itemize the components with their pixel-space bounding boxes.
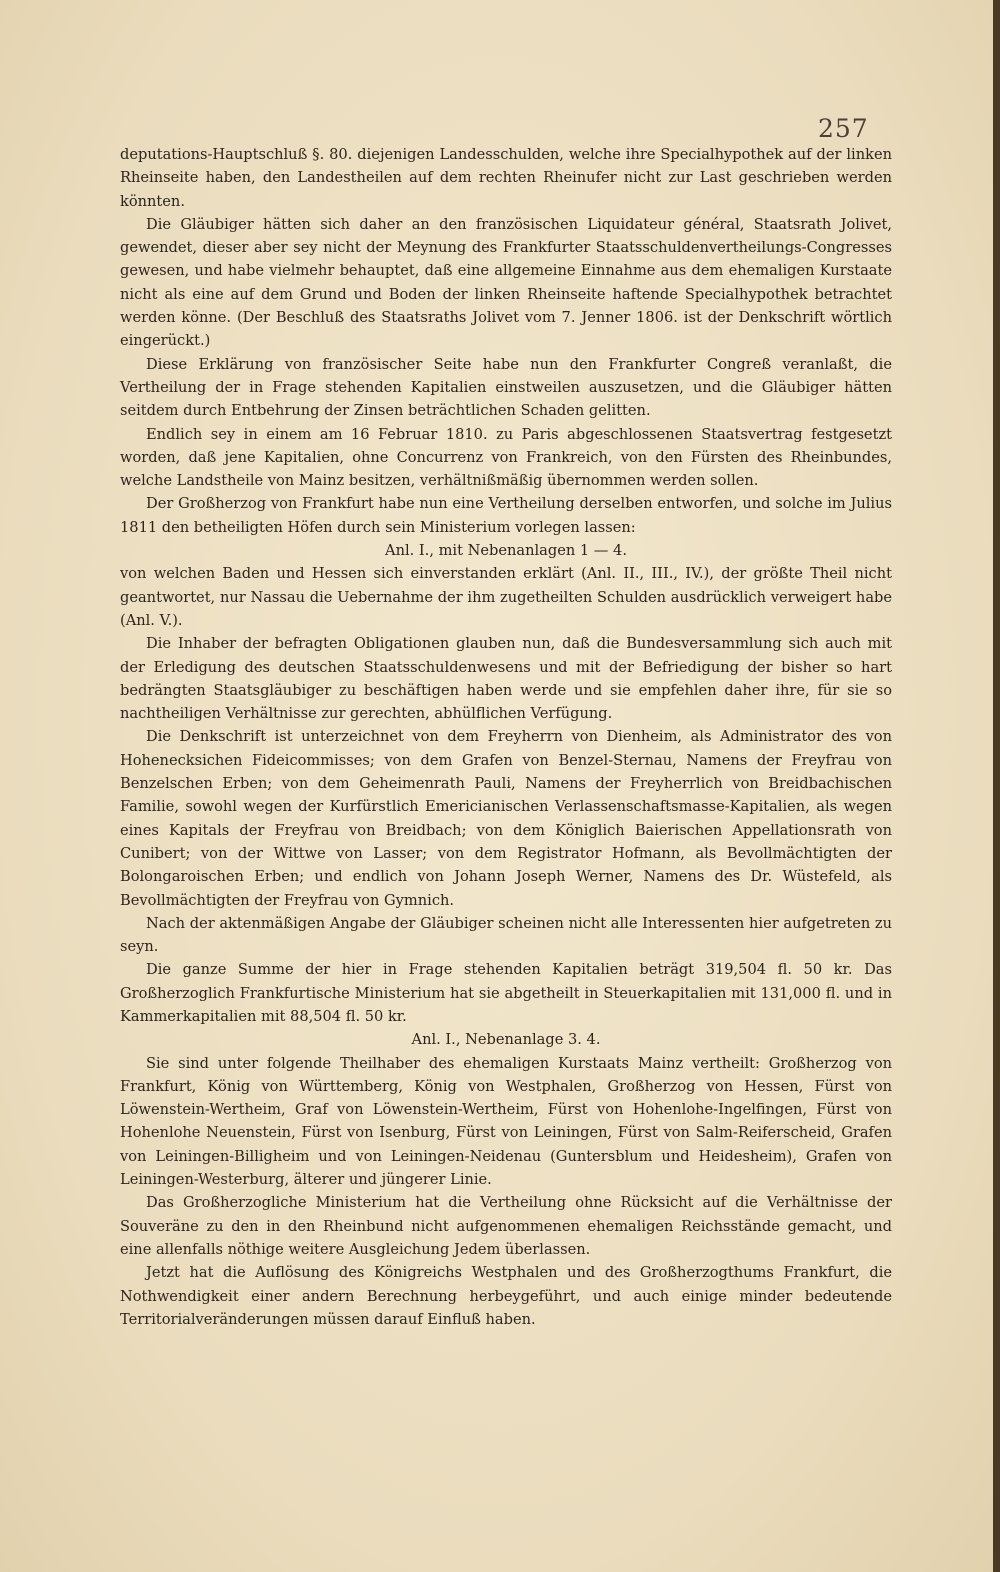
paragraph: Jetzt hat die Auflösung des Königreichs Westphalen und des Großherzogthums Frankfurt, die Nothwendigkeit einer andern Berechnung herbeygeführt, und auch einige minder bedeutende Territorialveränderungen müssen darauf Einfluß haben. <box>120 1264 892 1328</box>
paragraph: Diese Erklärung von französischer Seite habe nun den Frankfurter Congreß veranlaßt, die Vertheilung der in Frage stehenden Kapitalien einstweilen auszusetzen, und die Gläubiger hätten seitdem durch Entbehrung der Zinsen beträchtlichen Schaden gelitten. <box>120 355 892 420</box>
paragraph: Nach der aktenmäßigen Angabe der Gläubiger scheinen nicht alle Interessenten hier aufgetreten zu seyn. <box>120 914 892 956</box>
body-text <box>120 143 892 1331</box>
paragraph: Endlich sey in einem am 16 Februar 1810. zu Paris abgeschlossenen Staatsvertrag festgesetzt worden, daß jene Kapitalien, ohne Concurrenz von Frankreich, von den Fürsten des Rheinbundes, welche Landstheile von Mainz besitzen, verhältnißmäßig übernommen werden sollen. <box>120 425 892 490</box>
paragraph: Die ganze Summe der hier in Frage stehenden Kapitalien beträgt 319,504 fl. 50 kr. Das Großherzoglich Frankfurtische Ministerium hat sie abgetheilt in Steuerkapitalien mit 131,000 fl. und in Kammerkapitalien mit 88,504 fl. 50 kr. <box>120 961 892 1025</box>
paragraph: Die Denkschrift ist unterzeichnet von dem Freyherrn von Dienheim, als Administrator des von Hohenecksichen Fideicommisses; von dem Grafen von Benzel-Sternau, Namens der Freyfrau von Benzelschen Erben; von dem Geheimenrath Pauli, Namens der Freyherrlich von Breidbachischen Familie, sowohl wegen der Kurfürstlich Emericianischen Verlassenschaftsmasse-Kapitalien, als wegen eines Kapitals der Freyfrau von Breidbach; von dem Königlich Baierischen Appellationsrath von Cunibert; von der Wittwe von Lasser; von dem Registrator Hofmann, als Bevollmächtigten der Bolongaroischen Erben; und endlich von Johann Joseph Werner, Namens des Dr. Wüstefeld, als Bevollmächtigten der Freyfrau von Gymnich. <box>120 728 892 909</box>
paragraph: Der Großherzog von Frankfurt habe nun eine Vertheilung derselben entworfen, und solche im Julius 1811 den betheiligten Höfen durch sein Ministerium vorlegen lassen: <box>120 495 892 536</box>
paragraph: Die Gläubiger hätten sich daher an den französischen Liquidateur général, Staatsrath Jolivet, gewendet, dieser aber sey nicht der Meynung des Frankfurter Staatsschuldenvertheilungs-Congresses gewesen, und habe vielmehr behauptet, daß eine allgemeine Einnahme aus dem ehemaligen Kurstaate nicht als eine auf dem Grund und Boden der linken Rheinseite haftende Specialhypothek betrachtet werden könne. (Der Beschluß des Staatsraths Jolivet vom 7. Jenner 1806. ist der Denkschrift wörtlich eingerückt.) <box>120 215 892 350</box>
paragraph: von welchen Baden und Hessen sich einverstanden erklärt (Anl. II., III., IV.), der größte Theil nicht geantwortet, nur Nassau die Uebernahme der ihm zugetheilten Schulden ausdrücklich verweigert habe (Anl. V.). <box>120 565 892 629</box>
paragraph-continuation: deputations-Hauptschluß §. 80. diejenigen Landesschulden, welche ihre Specialhypothek auf der linken Rheinseite haben, den Landestheilen auf dem rechten Rheinufer nicht zur Last geschrieben werden könnten. <box>120 146 892 210</box>
paragraph: Das Großherzogliche Ministerium hat die Vertheilung ohne Rücksicht auf die Verhältnisse der Souveräne zu den in den Rheinbund nicht aufgenommenen ehemaligen Reichsstände gemacht, und eine allenfalls nöthige weitere Ausgleichung Jedem überlassen. <box>120 1194 892 1258</box>
page-edge <box>993 0 1000 1572</box>
paragraph: Die Inhaber der befragten Obligationen glauben nun, daß die Bundesversammlung sich auch mit der Erledigung des deutschen Staatsschuldenwesens und mit der Befriedigung der bisher so hart bedrängten Staatsgläubiger zu beschäftigen haben werde und sie empfehlen daher ihre, für sie so nachtheiligen Verhältnisse zur gerechten, abhülflichen Verfügung. <box>120 635 892 723</box>
annex-reference: Anl. I., mit Nebenanlagen 1 — 4. <box>385 542 627 560</box>
annex-reference: Anl. I., Nebenanlage 3. 4. <box>411 1031 601 1049</box>
page-number: 257 <box>818 114 869 143</box>
paragraph: Sie sind unter folgende Theilhaber des ehemaligen Kurstaats Mainz vertheilt: Großherzog von Frankfurt, König von Württemberg, König von Westphalen, Großherzog von Hessen, Fürst von Löwenstein-Wertheim, Graf von Löwenstein-Wertheim, Fürst von Hohenlohe-Ingelfingen, Fürst von Hohenlohe Neuenstein, Fürst von Isenburg, Fürst von Leiningen, Fürst von Salm-Reiferscheid, Grafen von Leiningen-Billigheim und von Leiningen-Neidenau (Guntersblum und Heidesheim), Grafen von Leiningen-Westerburg, älterer und jüngerer Linie. <box>120 1054 892 1189</box>
